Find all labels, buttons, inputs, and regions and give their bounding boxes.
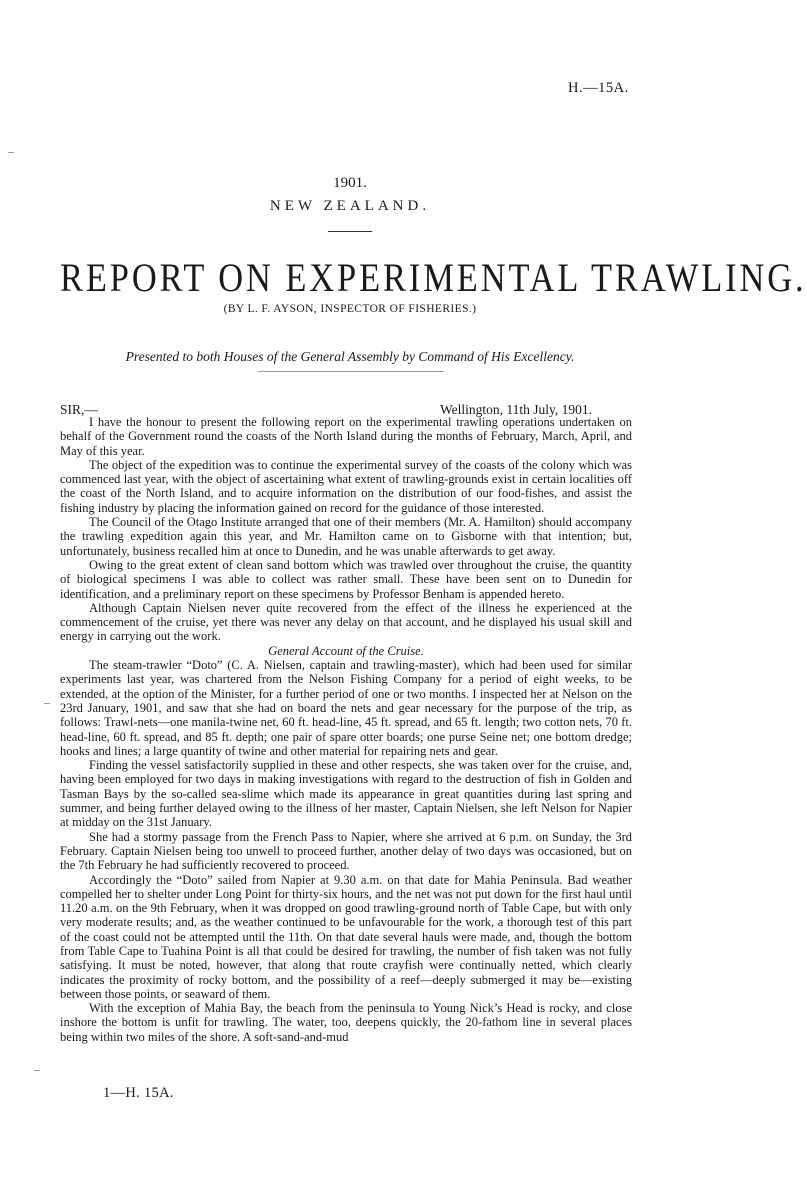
- body-paragraph: Although Captain Nielsen never quite recovered from the effect of the illness he experienced at the commencement of the cruise, yet there was never any delay on that account, and he displayed his usual skill and energy in carrying out the work.: [60, 600, 632, 644]
- salutation: SIR,—: [60, 402, 98, 417]
- presentation-note: Presented to both Houses of the General Assembly by Command of His Excellency.: [125, 349, 575, 364]
- divider-rule: [328, 231, 372, 232]
- scan-mark: [44, 703, 50, 704]
- body-paragraph: The steam-trawler “Doto” (C. A. Nielsen, captain and trawling-master), which had been used for similar experiments last year, was chartered from the Nelson Fishing Company for a period of eight weeks, to be extended, at the option of the Minister, for a further period of one or two months. I inspected her at Nelson on the 23rd January, 1901, and saw that she had on board the nets and gear necessary for the purpose of the trip, as follows: Trawl-nets—one manila-twine net, 60 ft. head-line, 45 ft. spread, and 65 ft. length; two cotton nets, 70 ft. head-line, 60 ft. spread, and 85 ft. depth; one pair of spare otter boards; one purse Seine net; one bottom dredge; hooks and lines; a large quantity of twine and other material for repairing nets and gear.: [60, 658, 632, 758]
- country-heading: NEW ZEALAND.: [269, 198, 431, 214]
- body-paragraph: I have the honour to present the following report on the experimental trawling operations undertaken on behalf of the Government round the coasts of the North Island during the months of February, March, April, and May of this year.: [60, 415, 632, 458]
- section-heading: General Account of the Cruise.: [268, 643, 424, 658]
- report-body: [60, 415, 632, 1044]
- scan-mark: [34, 1070, 40, 1071]
- scan-mark: [8, 152, 14, 153]
- report-title: REPORT ON EXPERIMENTAL TRAWLING.: [60, 255, 807, 300]
- page-reference: H.—15A.: [568, 80, 629, 96]
- dateline: Wellington, 11th July, 1901.: [440, 402, 593, 417]
- divider-rule: [258, 371, 444, 372]
- document-year: 1901.: [333, 175, 367, 191]
- body-paragraph: Finding the vessel satisfactorily supplied in these and other respects, she was taken over for the cruise, and, having been employed for two days in making investigations with regard to the destruction of fish in Golden and Tasman Bays by the so-called sea-slime which made its appearance in great quantities during last spring and summer, and being further delayed owing to the illness of her master, Captain Nielsen, she left Nelson for Napier at midday on the 31st January.: [60, 758, 632, 830]
- body-paragraph: With the exception of Mahia Bay, the beach from the peninsula to Young Nick’s Head is rocky, and close inshore the bottom is unfit for trawling. The water, too, deepens quickly, the 20-fathom line in several places being within two miles of the shore. A soft-sand-and-mud: [60, 1001, 632, 1044]
- body-paragraph: Accordingly the “Doto” sailed from Napier at 9.30 a.m. on that date for Mahia Peninsula. Bad weather compelled her to shelter under Long Point for thirty-six hours, and the net was not put down for the first haul until 11.20 a.m. on the 9th February, when it was dropped on good trawling-ground north of Table Cape, but with only very moderate results; and, as the weather continued to be unfavourable for the work, a thorough test of this part of the coast could not be attempted until the 11th. On that date several hauls were made, and, though the bottom from Table Cape to Tuahina Point is all that could be desired for trawling, the number of fish taken was not fully satisfying. It must be noted, however, that along that route crayfish were continually netted, which clearly indicates the proximity of rocky bottom, and the possibility of a reef—deeply submerged it may be—existing between those points, or seaward of them.: [60, 872, 632, 1001]
- report-author-line: (BY L. F. AYSON, INSPECTOR OF FISHERIES.): [223, 303, 477, 315]
- body-paragraph: Owing to the great extent of clean sand bottom which was trawled over throughout the cruise, the quantity of biological specimens I was able to collect was rather small. These have been sent on to Dunedin for identification, and a preliminary report on these specimens by Professor Benham is appended hereto.: [60, 557, 632, 601]
- body-paragraph: She had a stormy passage from the French Pass to Napier, where she arrived at 6 p.m. on Sunday, the 3rd February. Captain Nielsen being too unwell to proceed further, another delay of two days was occasioned, but on the 7th February he had sufficiently recovered to proceed.: [60, 829, 632, 873]
- body-paragraph: The object of the expedition was to continue the experimental survey of the coasts of the colony which was commenced last year, with the object of ascertaining what extent of trawling-grounds exist in certain localities off the coast of the North Island, and to acquire information on the distribution of our food-fishes, and assist the fishing industry by placing the information gained on record for the guidance of those interested.: [60, 457, 632, 515]
- page-signature: 1—H. 15A.: [103, 1085, 174, 1101]
- body-paragraph: The Council of the Otago Institute arranged that one of their members (Mr. A. Hamilton) should accompany the trawling expedition again this year, and Mr. Hamilton came on to Gisborne with that intention; but, unfortunately, business recalled him at once to Dunedin, and he was unable afterwards to get away.: [60, 515, 632, 558]
